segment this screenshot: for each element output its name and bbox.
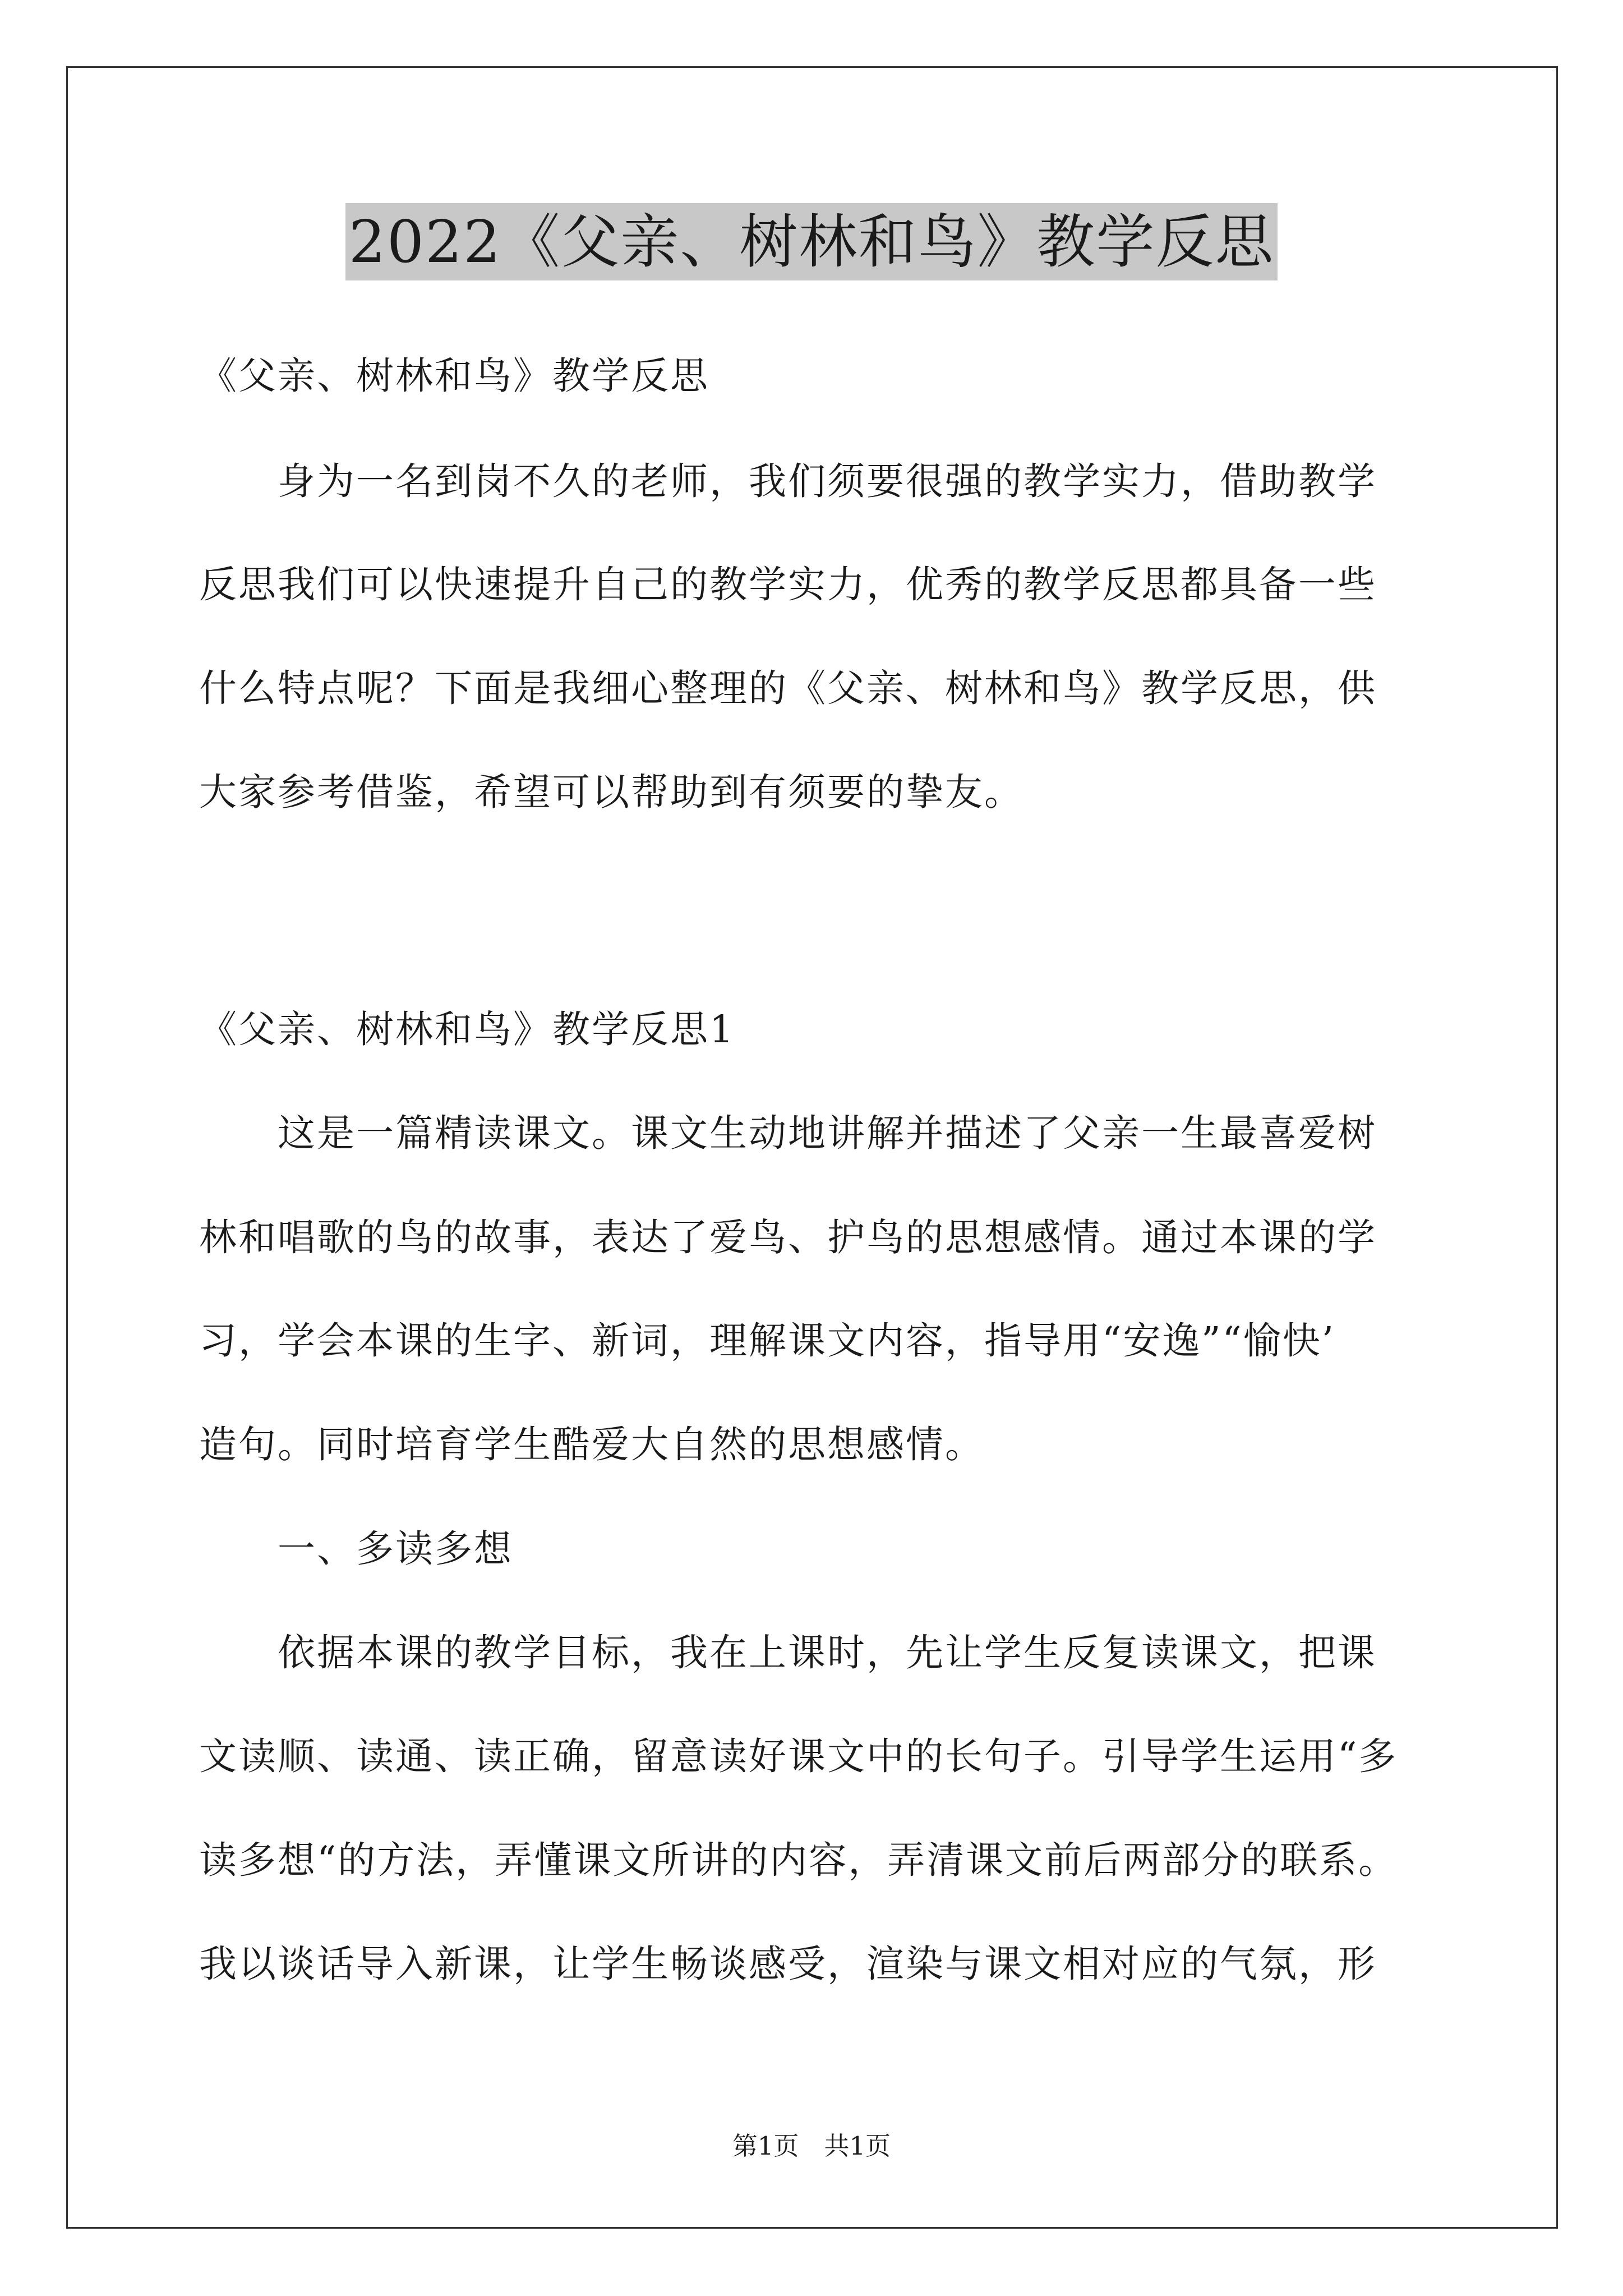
body-line: 大家参考借鉴，希望可以帮助到有须要的挚友。	[199, 770, 1023, 814]
body-line: 造句。同时培育学生酷爱大自然的思想感情。	[199, 1423, 984, 1466]
body-line: 反思我们可以快速提升自己的教学实力，优秀的教学反思都具备一些	[199, 563, 1377, 606]
body-line: 我以谈话导入新课，让学生畅谈感受，渲染与课文相对应的气氛，形	[199, 1942, 1377, 1986]
body-line: 身为一名到岗不久的老师，我们须要很强的教学实力，借助教学	[199, 459, 1377, 503]
document-title: 2022《父亲、树林和鸟》教学反思	[345, 203, 1278, 280]
page-footer: 第1页 共1页	[732, 2131, 891, 2161]
body-line: 这是一篇精读课文。课文生动地讲解并描述了父亲一生最喜爱树	[199, 1111, 1377, 1155]
body-line: 文读顺、读通、读正确，留意读好课文中的长句子。引导学生运用“多	[199, 1734, 1398, 1778]
body-line: 《父亲、树林和鸟》教学反思	[199, 354, 709, 398]
title-container	[0, 203, 1623, 280]
subsection-heading: 一、多读多想	[199, 1527, 513, 1571]
body-line: 林和唱歌的鸟的故事，表达了爱鸟、护鸟的思想感情。通过本课的学	[199, 1216, 1377, 1259]
section-heading: 《父亲、树林和鸟》教学反思1	[199, 1007, 735, 1051]
body-line: 依据本课的教学目标，我在上课时，先让学生反复读课文，把课	[199, 1631, 1377, 1674]
body-line: 读多想“的方法，弄懂课文所讲的内容，弄清课文前后两部分的联系。	[199, 1838, 1398, 1882]
body-line: 什么特点呢？下面是我细心整理的《父亲、树林和鸟》教学反思，供	[199, 666, 1377, 710]
body-line: 习，学会本课的生字、新词，理解课文内容，指导用“安逸”“愉快’	[199, 1319, 1336, 1363]
